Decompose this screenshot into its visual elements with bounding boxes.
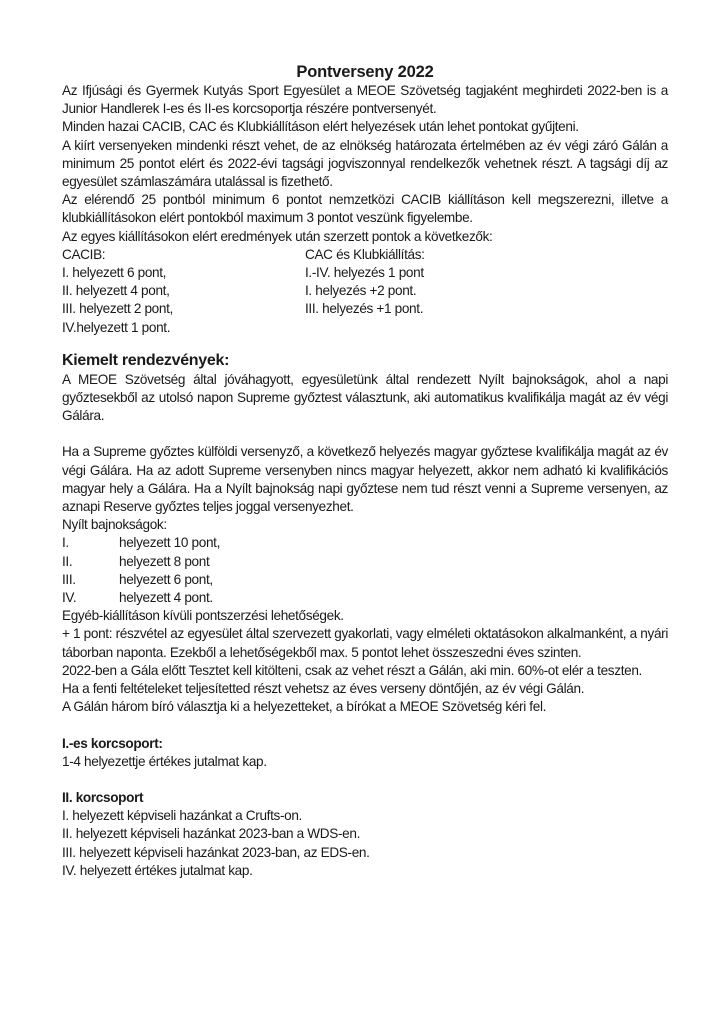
group2-heading: II. korcsoport (62, 789, 144, 805)
nyilt-rank: II. (62, 553, 73, 569)
cacib-row: IV.helyezett 1 pont. (62, 319, 171, 335)
cac-row: I.-IV. helyezés 1 pont (305, 265, 424, 281)
document-page (62, 62, 668, 880)
cacib-row: I. helyezett 6 pont, (62, 265, 167, 281)
kiemelt-paragraph: 2022-ben a Gála előtt Tesztet kell kitölteni, csak az vehet részt a Gálán, aki min. 60%-ot elér a teszten. (62, 662, 642, 678)
intro-paragraph: A kiírt versenyeken mindenki részt vehet, de az elnökség határozata értelmében az év végi záró Gálán a minimum 25 pontot elért és 2022-évi tagsági jogviszonnyal rendelkezők vehetnek részt. A tagsági díj az egyesület számlaszámára utalással is fizethető. (62, 137, 668, 190)
nyilt-rank: IV. (62, 590, 77, 606)
nyilt-row (62, 589, 668, 607)
nyilt-text: helyezett 4 pont. (119, 590, 213, 606)
group2-item: IV. helyezett értékes jutalmat kap. (62, 862, 253, 878)
group2-item: III. helyezett képviseli hazánkat 2023-ban, az EDS-en. (62, 844, 370, 860)
intro-paragraph: Az elérendő 25 pontból minimum 6 pontot nemzetközi CACIB kiállításon kell megszerezni, illetve a klubkiállításokon elért pontokból maximum 3 pontot veszünk figyelembe. (62, 192, 668, 226)
nyilt-text: helyezett 6 pont, (119, 571, 213, 587)
cacib-header: CACIB: (62, 246, 106, 262)
group1-heading: I.-es korcsoport: (62, 735, 163, 751)
kiemelt-paragraph: Ha a Supreme győztes külföldi versenyző, a következő helyezés magyar győztese kvalifikálja magát az év végi Gálára. Ha az adott Supreme versenyben nincs magyar helyezett, akkor nem adható ki kvalifikációs magyar hely a Gálára. Ha a Nyílt bajnokság napi győztese nem tud részt venni a Supreme versenyen, az aznapi Reserve győztes teljes joggal versenyezhet. (62, 444, 668, 515)
nyilt-row (62, 553, 668, 571)
group1-text: 1-4 helyezettje értékes jutalmat kap. (62, 753, 267, 769)
cac-row: I. helyezés +2 pont. (305, 283, 417, 299)
nyilt-text: helyezett 10 pont, (119, 535, 221, 551)
spacer (62, 425, 668, 443)
document-title: Pontverseny 2022 (296, 63, 434, 81)
intro-paragraph: Az Ifjúsági és Gyermek Kutyás Sport Egyesület a MEOE Szövetség tagjaként meghirdeti 2022-ben is a Junior Handlerek I-es és II-es korcsoportja részére pontversenyét. (62, 83, 668, 117)
kiemelt-paragraph: A Gálán három bíró választja ki a helyezetteket, a bírókat a MEOE Szövetség kéri fel. (62, 699, 547, 715)
nyilt-row (62, 571, 668, 589)
cac-row: III. helyezés +1 pont. (305, 301, 424, 317)
cac-header: CAC és Klubkiállítás: (305, 246, 425, 262)
nyilt-text: helyezett 8 pont (119, 553, 210, 569)
kiemelt-paragraph: Ha a fenti feltételeket teljesítetted részt vehetsz az éves verseny döntőjén, az év végi Gálán. (62, 681, 585, 697)
kiemelt-paragraph: + 1 pont: részvétel az egyesület által szervezett gyakorlati, vagy elméleti oktatásokon alkalmanként, a nyári táborban naponta. Ezekből a lehetőségekből max. 5 pontot lehet összeszedni éves szinten. (62, 626, 669, 660)
cac-column (305, 246, 668, 337)
kiemelt-paragraph: A MEOE Szövetség által jóváhagyott, egyesületünk által rendezett Nyílt bajnokságok, ahol a napi győztesekből az utolsó napon Supreme győztest választunk, aki automatikus kvalifikálja magát az év végi Gálára. (62, 371, 668, 424)
group2-item: I. helyezett képviseli hazánkat a Crufts-on. (62, 808, 302, 824)
egyeb-label: Egyéb-kiállításon kívüli pontszerzési lehetőségek. (62, 608, 344, 624)
cacib-row: II. helyezett 4 pont, (62, 283, 170, 299)
cacib-row: III. helyezett 2 pont, (62, 301, 173, 317)
points-table (62, 246, 668, 337)
spacer (62, 771, 668, 789)
cacib-column (62, 246, 305, 337)
nyilt-rank: III. (62, 571, 76, 587)
intro-paragraph: Az egyes kiállításokon elért eredmények után szerzett pontok a következők: (62, 228, 493, 244)
nyilt-row (62, 534, 668, 552)
intro-paragraph: Minden hazai CACIB, CAC és Klubkiállításon elért helyezések után lehet pontokat gyűjteni. (62, 119, 579, 135)
nyilt-label: Nyílt bajnokságok: (62, 517, 167, 533)
spacer (62, 717, 668, 735)
nyilt-rank: I. (62, 535, 69, 551)
kiemelt-heading: Kiemelt rendezvények: (62, 351, 230, 369)
group2-item: II. helyezett képviseli hazánkat 2023-ban a WDS-en. (62, 826, 360, 842)
